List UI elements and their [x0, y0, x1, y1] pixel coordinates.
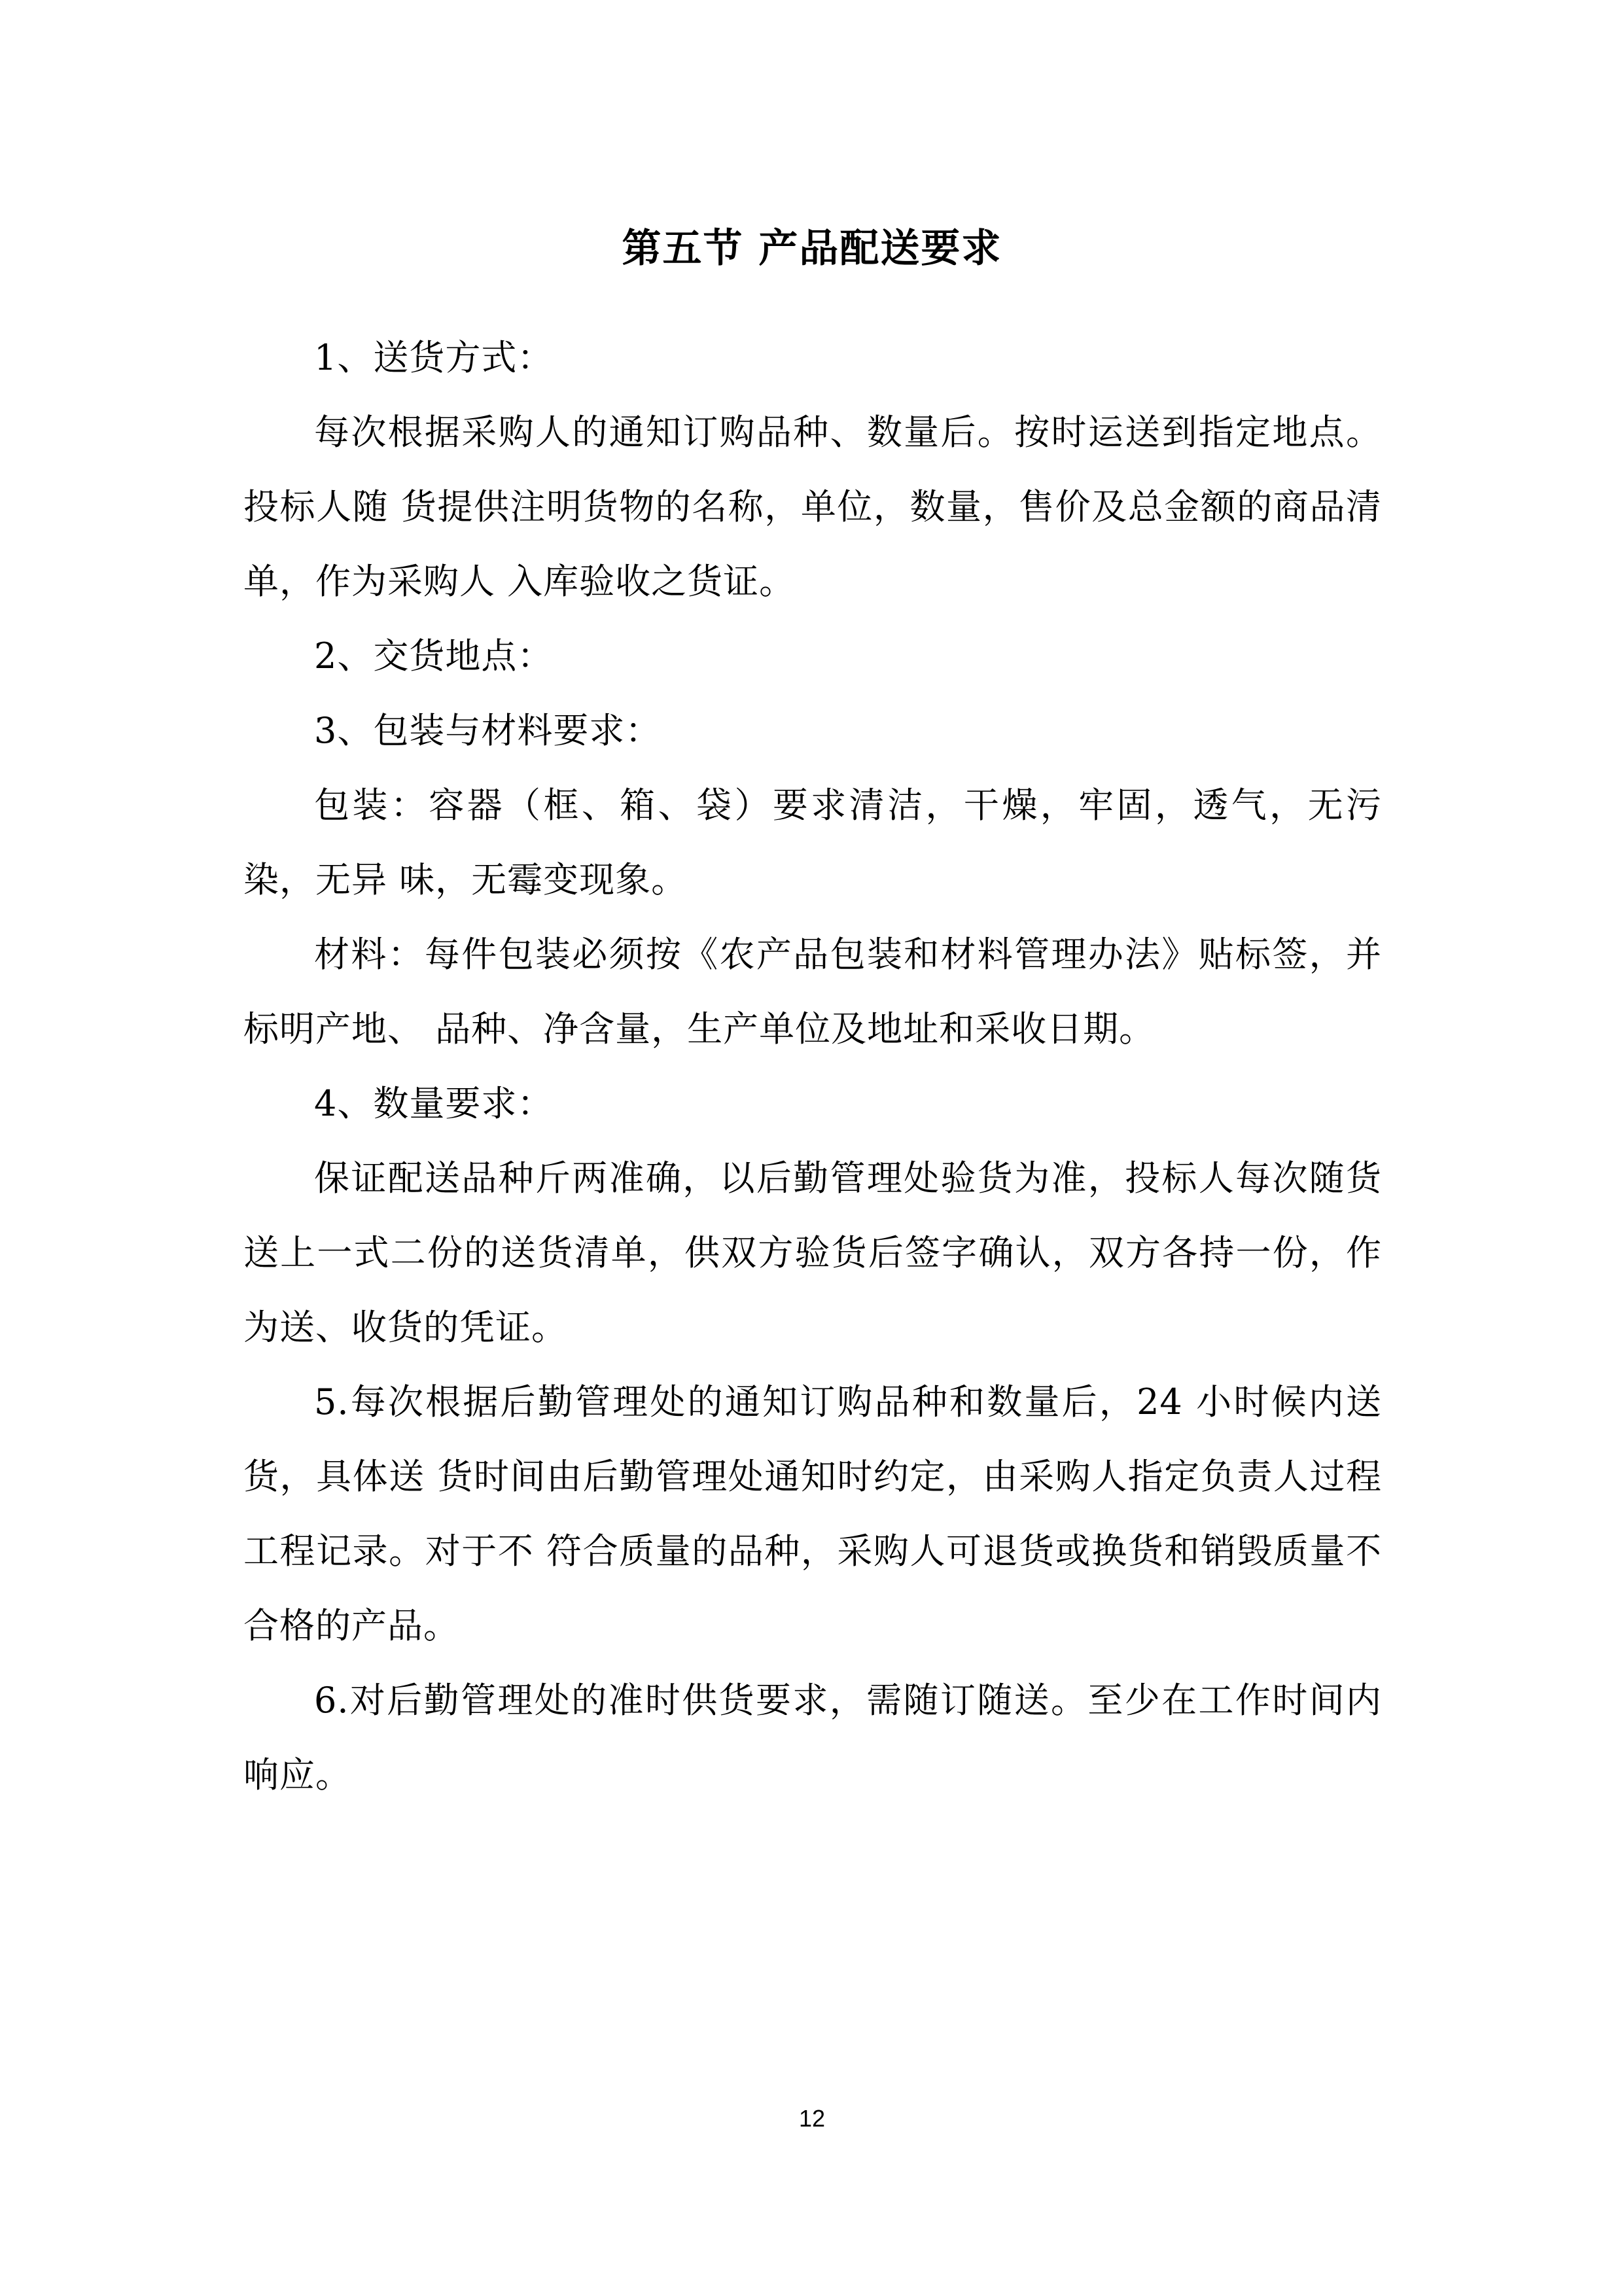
- paragraph-delivery-location-heading: 2、交货地点：: [314, 635, 554, 677]
- section-title: 第五节 产品配送要求: [622, 226, 1002, 272]
- paragraph-packaging: 包装：容器（框、箱、袋）要求清洁，干燥，牢固，透气，无污染，无异 味，无霉变现象。: [243, 785, 1382, 900]
- body-text: [243, 321, 1382, 1812]
- paragraph-materials: 材料：每件包装必须按《农产品包装和材料管理办法》贴标签，并标明产地、 品种、净含量，生产单位及地址和采收日期。: [243, 934, 1382, 1050]
- paragraph-item-6: 6.对后勤管理处的准时供货要求，需随订随送。至少在工作时间内响应。: [243, 1680, 1382, 1795]
- paragraph-packaging-heading: 3、包装与材料要求：: [314, 710, 662, 751]
- paragraph-delivery-method: 每次根据采购人的通知订购品种、数量后。按时运送到指定地点。投标人随 货提供注明货物的名称，单位，数量，售价及总金额的商品清单，作为采购人 入库验收之货证。: [243, 412, 1382, 602]
- paragraph-quantity: 保证配送品种斤两准确，以后勤管理处验货为准，投标人每次随货送上一式二份的送货清单，供双方验货后签字确认，双方各持一份，作为送、收货的凭证。: [243, 1157, 1382, 1348]
- page-number: 12: [798, 2105, 826, 2132]
- paragraph-quantity-heading: 4、数量要求：: [314, 1083, 554, 1124]
- paragraph-delivery-method-heading: 1、送货方式：: [314, 337, 554, 378]
- paragraph-item-5: 5.每次根据后勤管理处的通知订购品种和数量后，24 小时候内送货，具体送 货时间由后勤管理处通知时约定，由采购人指定负责人过程工程记录。对于不 符合质量的品种，采购人可退货或换货和销毁质量不合格的产品。: [243, 1381, 1382, 1646]
